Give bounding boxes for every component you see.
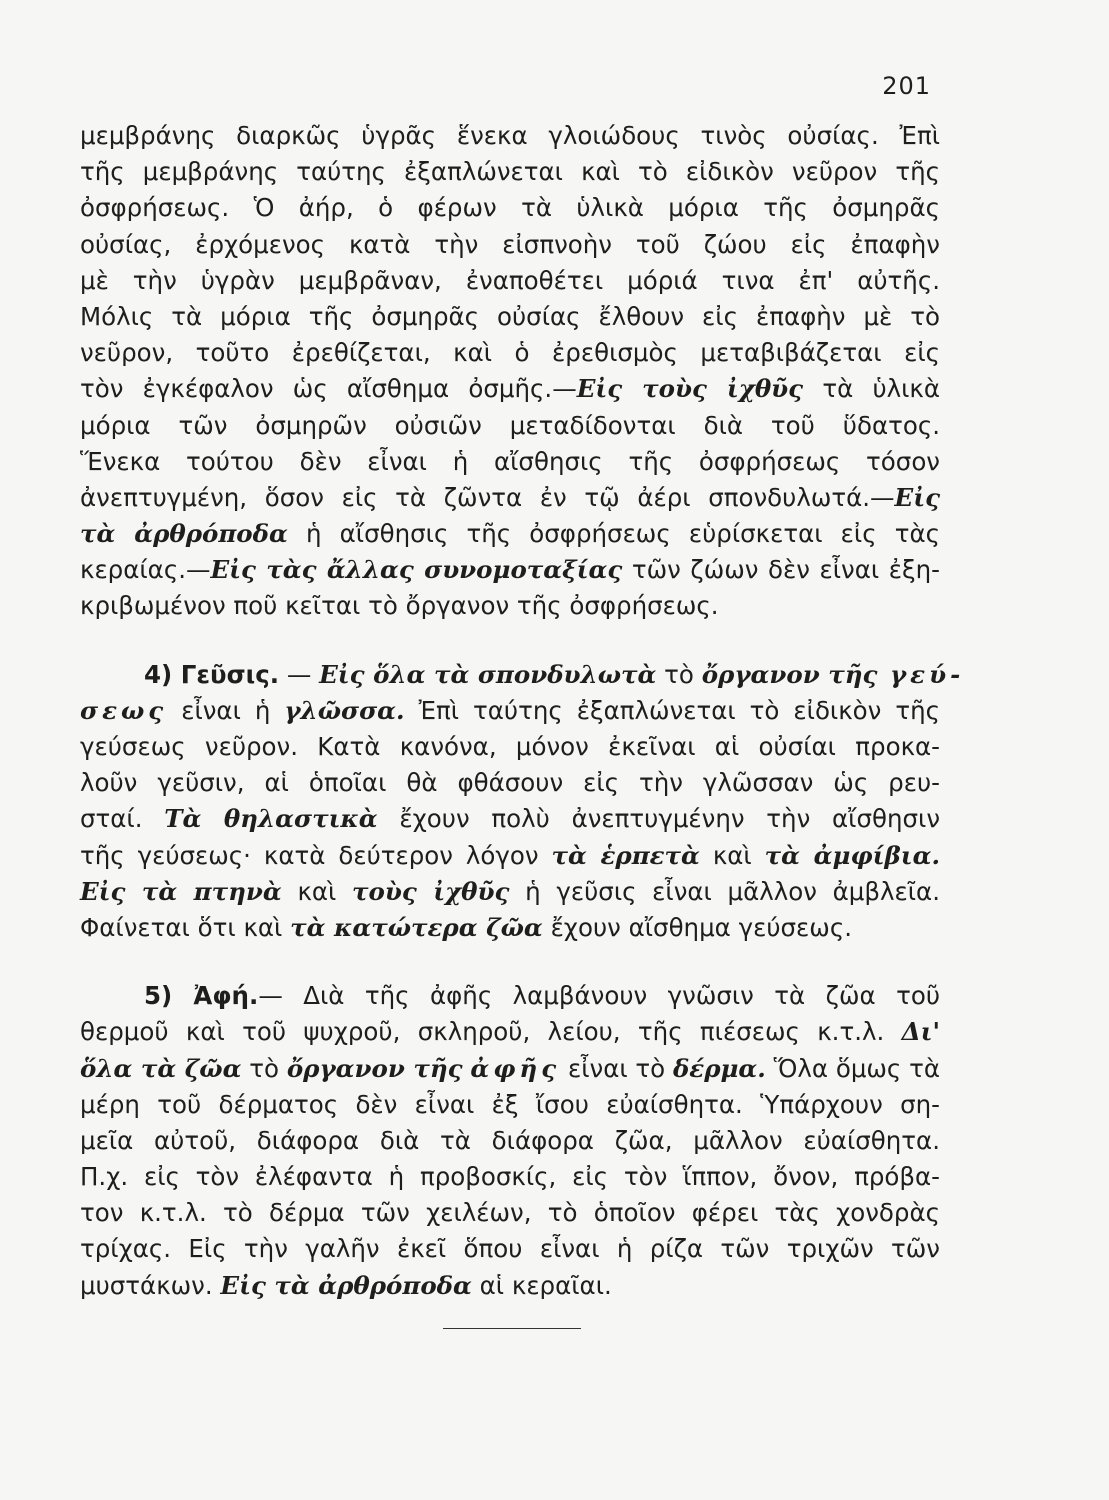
text-line: Μόλις τὰ μόρια τῆς ὀσμηρᾶς οὐσίας ἔλθουν εἰς ἐπαφὴν μὲ τὸ: [80, 301, 940, 331]
text-run: —: [279, 659, 320, 689]
text-run: αἱ κεραῖαι.: [471, 1270, 612, 1300]
text-line: μὲ τὴν ὑγρὰν μεμβρᾶναν, ἐναποθέτει μόριά τινα ἐπ' αὐτῆς.: [80, 265, 940, 295]
text-run: τὸ: [656, 659, 702, 689]
emphasis: Τὰ θηλαστικὰ: [164, 804, 378, 834]
text-line: ὀσφρήσεως. Ὁ ἀήρ, ὁ φέρων τὰ ὑλικὰ μόρια τῆς ὀσμηρᾶς: [80, 193, 940, 223]
text-run: Ὅλα ὅμως τὰ: [765, 1053, 941, 1083]
body-text: [80, 118, 965, 1304]
text-run: ἔχουν αἴσθημα γεύσεως.: [542, 912, 852, 942]
text-run: κεραίας.—: [80, 555, 211, 585]
text-line: μόρια τῶν ὀσμηρῶν οὐσιῶν μεταδίδονται διὰ τοῦ ὕδατος.: [80, 410, 940, 440]
emphasis: ὄργανον τῆς: [286, 1053, 463, 1083]
text-run: ἡ αἴσθησις τῆς ὀσφρήσεως εὑρίσκεται εἰς τὰς: [287, 519, 940, 549]
text-line: [80, 1268, 940, 1304]
text-run: εἶναι τὸ: [560, 1053, 673, 1083]
emphasis: τὰ ἀρθρόποδα: [80, 519, 288, 549]
text-line: [80, 1014, 940, 1050]
text-run: τὸν ἐγκέφαλον ὡς αἴσθημα ὀσμῆς.—: [80, 374, 577, 404]
text-line: τρίχας. Εἰς τὴν γαλῆν ἐκεῖ ὅπου εἶναι ἡ ρίζα τῶν τριχῶν τῶν: [80, 1234, 940, 1264]
section-end-rule: [443, 1328, 581, 1329]
text-run: καὶ: [699, 840, 765, 870]
text-line: [80, 480, 940, 516]
text-line: [80, 838, 940, 874]
text-line: Ἕνεκα τούτου δὲν εἶναι ἡ αἴσθησις τῆς ὀσφρήσεως τόσον: [80, 446, 940, 476]
emphasis: γλῶσσα.: [284, 695, 405, 725]
text-line: [80, 693, 940, 729]
text-line: μέρη τοῦ δέρματος δὲν εἶναι ἐξ ἴσου εὐαίσθητα. Ὑπάρχουν ση-: [80, 1089, 940, 1119]
emphasis: δέρμα.: [672, 1053, 766, 1083]
emphasis-spaced: γεύ-: [877, 659, 965, 689]
text-run: — Διὰ τῆς ἀφῆς λαμβάνουν γνῶσιν τὰ ζῶα τοῦ: [258, 981, 940, 1011]
emphasis: τὰ ἀμφίβια.: [764, 840, 940, 870]
text-run: μυστάκων.: [80, 1270, 221, 1300]
emphasis: Εἰς τοὺς ἰχθῦς: [576, 374, 804, 404]
text-run: εἶναι ἡ: [167, 695, 285, 725]
section-heading-taste: 4) Γεῦσις.: [144, 659, 280, 689]
emphasis: τοὺς ἰχθῦς: [352, 876, 510, 906]
text-run: θερμοῦ καὶ τοῦ ψυχροῦ, σκληροῦ, λείου, τῆς πιέσεως κ.τ.λ.: [80, 1017, 902, 1047]
text-line: οὐσίας, ἐρχόμενος κατὰ τὴν εἰσπνοὴν τοῦ ζώου εἰς ἐπαφὴν: [80, 229, 940, 259]
emphasis: Εἰς τὰ ἀρθρόποδα: [220, 1270, 472, 1300]
text-run: τὸ: [241, 1053, 287, 1083]
text-line: [80, 1051, 940, 1087]
text-line: [80, 552, 940, 588]
emphasis-spaced: σεως: [80, 695, 168, 725]
text-line: τον κ.τ.λ. τὸ δέρμα τῶν χειλέων, τὸ ὁποῖον φέρει τὰς χονδρὰς: [80, 1198, 940, 1228]
emphasis: τὰ κατώτερα ζῶα: [290, 912, 543, 942]
section-touch-line: [80, 978, 940, 1014]
emphasis: Εἰς τὰς ἄλλας συνομοταξίας: [210, 555, 623, 585]
text-run: ἀνεπτυγμένη, ὅσον εἰς τὰ ζῶντα ἐν τῷ ἀέρι σπονδυλωτά.—: [80, 482, 895, 512]
text-line: [80, 516, 940, 552]
text-run: Φαίνεται ὅτι καὶ: [80, 912, 291, 942]
text-run: τὰ ὑλικὰ: [803, 374, 941, 404]
text-run: τῶν ζώων δὲν εἶναι ἐξη-: [622, 555, 940, 585]
text-line: Π.χ. εἰς τὸν ἐλέφαντα ἡ προβοσκίς, εἰς τὸν ἵππον, ὄνον, πρόβα-: [80, 1162, 940, 1192]
text-line: μεῖα αὐτοῦ, διάφορα διὰ τὰ διάφορα ζῶα, μᾶλλον εὐαίσθητα.: [80, 1125, 940, 1155]
section-taste-line: [80, 657, 965, 693]
text-run: σταί.: [80, 804, 165, 834]
text-run: ἡ γεῦσις εἶναι μᾶλλον ἀμβλεῖα.: [509, 876, 940, 906]
text-line: τῆς μεμβράνης ταύτης ἐξαπλώνεται καὶ τὸ εἰδικὸν νεῦρον τῆς: [80, 157, 940, 187]
text-line: μεμβράνης διαρκῶς ὑγρᾶς ἕνεκα γλοιώδους τινὸς οὐσίας. Ἐπὶ: [80, 121, 940, 150]
page-number: 201: [882, 72, 931, 100]
text-run: Ἐπὶ ταύτης ἐξαπλώνεται τὸ εἰδικὸν τῆς: [404, 695, 940, 725]
emphasis: Εἰς: [894, 482, 940, 512]
text-line: κριβωμένον ποῦ κεῖται τὸ ὄργανον τῆς ὀσφρήσεως.: [80, 591, 719, 621]
emphasis: τὰ ἑρπετὰ: [551, 840, 700, 870]
text-line: [80, 371, 940, 407]
emphasis-spaced: ἀφῆς: [470, 1053, 561, 1083]
text-run: ἔχουν πολὺ ἀνεπτυγμένην τὴν αἴσθησιν: [377, 804, 941, 834]
text-line: [80, 801, 940, 837]
section-heading-touch: 5) Ἀφή.: [144, 981, 259, 1011]
text-line: [80, 910, 940, 946]
text-line: νεῦρον, τοῦτο ἐρεθίζεται, καὶ ὁ ἐρεθισμὸς μεταβιβάζεται εἰς: [80, 338, 940, 368]
text-line: γεύσεως νεῦρον. Κατὰ κανόνα, μόνον ἐκεῖναι αἱ οὐσίαι προκα-: [80, 732, 940, 761]
emphasis: ὅλα τὰ ζῶα: [80, 1053, 242, 1083]
text-line: [80, 874, 940, 910]
text-run: τῆς γεύσεως· κατὰ δεύτερον λόγον: [80, 840, 552, 870]
emphasis: Εἰς ὅλα τὰ σπονδυλωτὰ: [319, 659, 657, 689]
text-run: καὶ: [281, 876, 353, 906]
text-line: λοῦν γεῦσιν, αἱ ὁποῖαι θὰ φθάσουν εἰς τὴν γλῶσσαν ὡς ρευ-: [80, 768, 940, 798]
emphasis: Δι': [901, 1017, 940, 1047]
emphasis: Εἰς τὰ πτηνὰ: [80, 876, 282, 906]
emphasis: ὄργανον τῆς: [701, 659, 878, 689]
